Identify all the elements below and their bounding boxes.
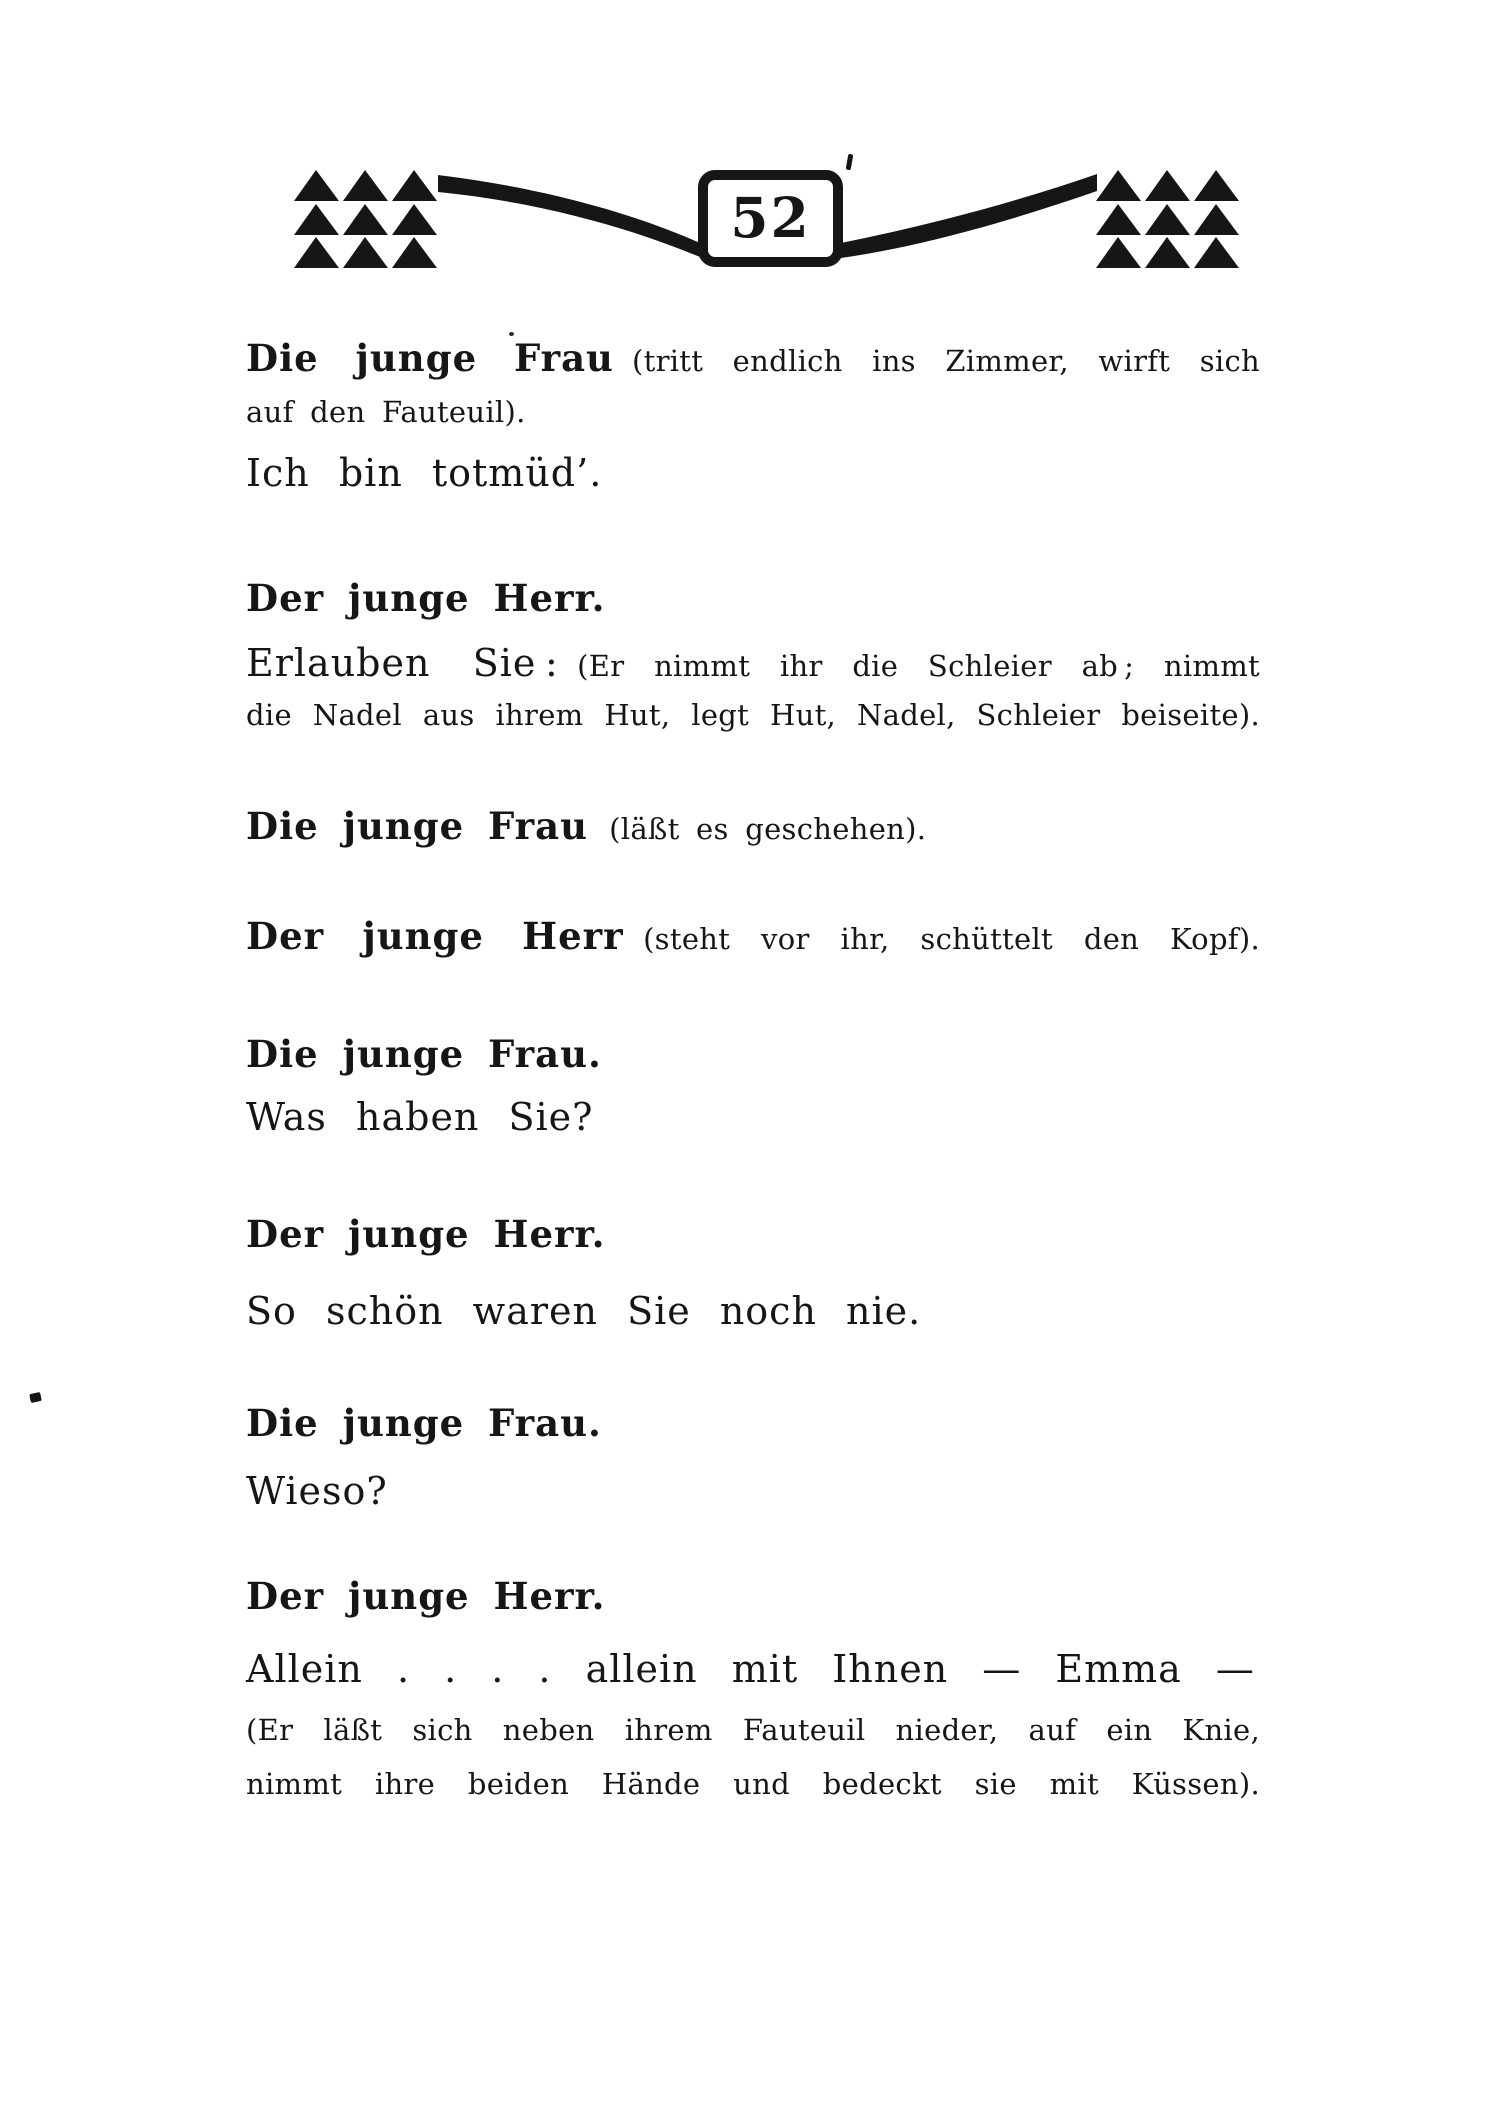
- stage-direction-line: [246, 396, 1260, 429]
- stage-direction: (steht vor ihr, schüttelt den Kopf).: [643, 922, 1260, 956]
- triangle-grid-right-icon: [1096, 170, 1239, 268]
- speaker-label: Die junge Frau.: [246, 1032, 602, 1076]
- speaker-label: Die junge Frau.: [246, 1401, 602, 1445]
- stage-direction: die Nadel aus ihrem Hut, legt Hut, Nadel, Schleier beiseite).: [246, 698, 1260, 732]
- page-number: 52: [730, 184, 811, 250]
- speech-text: Was haben Sie?: [246, 1095, 594, 1139]
- speaker-label: Der junge Herr.: [246, 1574, 606, 1618]
- speaker-label: Die junge Frau: [246, 336, 614, 380]
- speaker-line: [246, 1575, 1260, 1618]
- speaker-line: [246, 1402, 1260, 1445]
- margin-ink-speck: [29, 1392, 42, 1403]
- speaker-line: [246, 805, 1260, 848]
- stage-direction-line: [246, 699, 1260, 732]
- dialogue-line: [246, 1290, 1260, 1334]
- page-number-box: [698, 170, 843, 267]
- speaker-label: Der junge Herr.: [246, 1212, 606, 1256]
- speech-text: Ich bin totmüd’.: [246, 451, 603, 495]
- speaker-label: Der junge Herr.: [246, 576, 606, 620]
- stage-direction: (Er läßt sich neben ihrem Fauteuil nieder, auf ein Knie,: [246, 1713, 1260, 1747]
- dialogue-line: [246, 452, 1260, 496]
- speaker-line: [246, 915, 1260, 958]
- stage-direction: nimmt ihre beiden Hände und bedeckt sie mit Küssen).: [246, 1767, 1260, 1801]
- dialogue-line: [246, 1470, 1260, 1514]
- stage-direction: (tritt endlich ins Zimmer, wirft sich: [632, 344, 1260, 378]
- dialogue-line: [246, 1648, 1260, 1692]
- stage-direction: (Er nimmt ihr die Schleier ab ; nimmt: [577, 649, 1260, 683]
- speaker-line: [246, 577, 1260, 620]
- speaker-line: [246, 337, 1260, 380]
- triangle-grid-left-icon: [294, 170, 437, 268]
- speech-text: Erlauben Sie :: [246, 641, 559, 685]
- stage-direction-line: [246, 1714, 1260, 1747]
- speaker-label: Die junge Frau: [246, 804, 589, 848]
- dialogue-line: [246, 642, 1260, 686]
- speech-text: So schön waren Sie noch nie.: [246, 1289, 922, 1333]
- speaker-label: Der junge Herr: [246, 914, 624, 958]
- speaker-line: [246, 1213, 1260, 1256]
- speech-text: Wieso?: [246, 1469, 388, 1513]
- stage-direction-line: [246, 1768, 1260, 1801]
- speech-text: Allein . . . . allein mit Ihnen — Emma —: [246, 1647, 1255, 1691]
- stage-direction: (läßt es geschehen).: [609, 812, 927, 846]
- dialogue-line: [246, 1096, 1260, 1140]
- speaker-line: [246, 1033, 1260, 1076]
- stage-direction: auf den Fauteuil).: [246, 395, 526, 429]
